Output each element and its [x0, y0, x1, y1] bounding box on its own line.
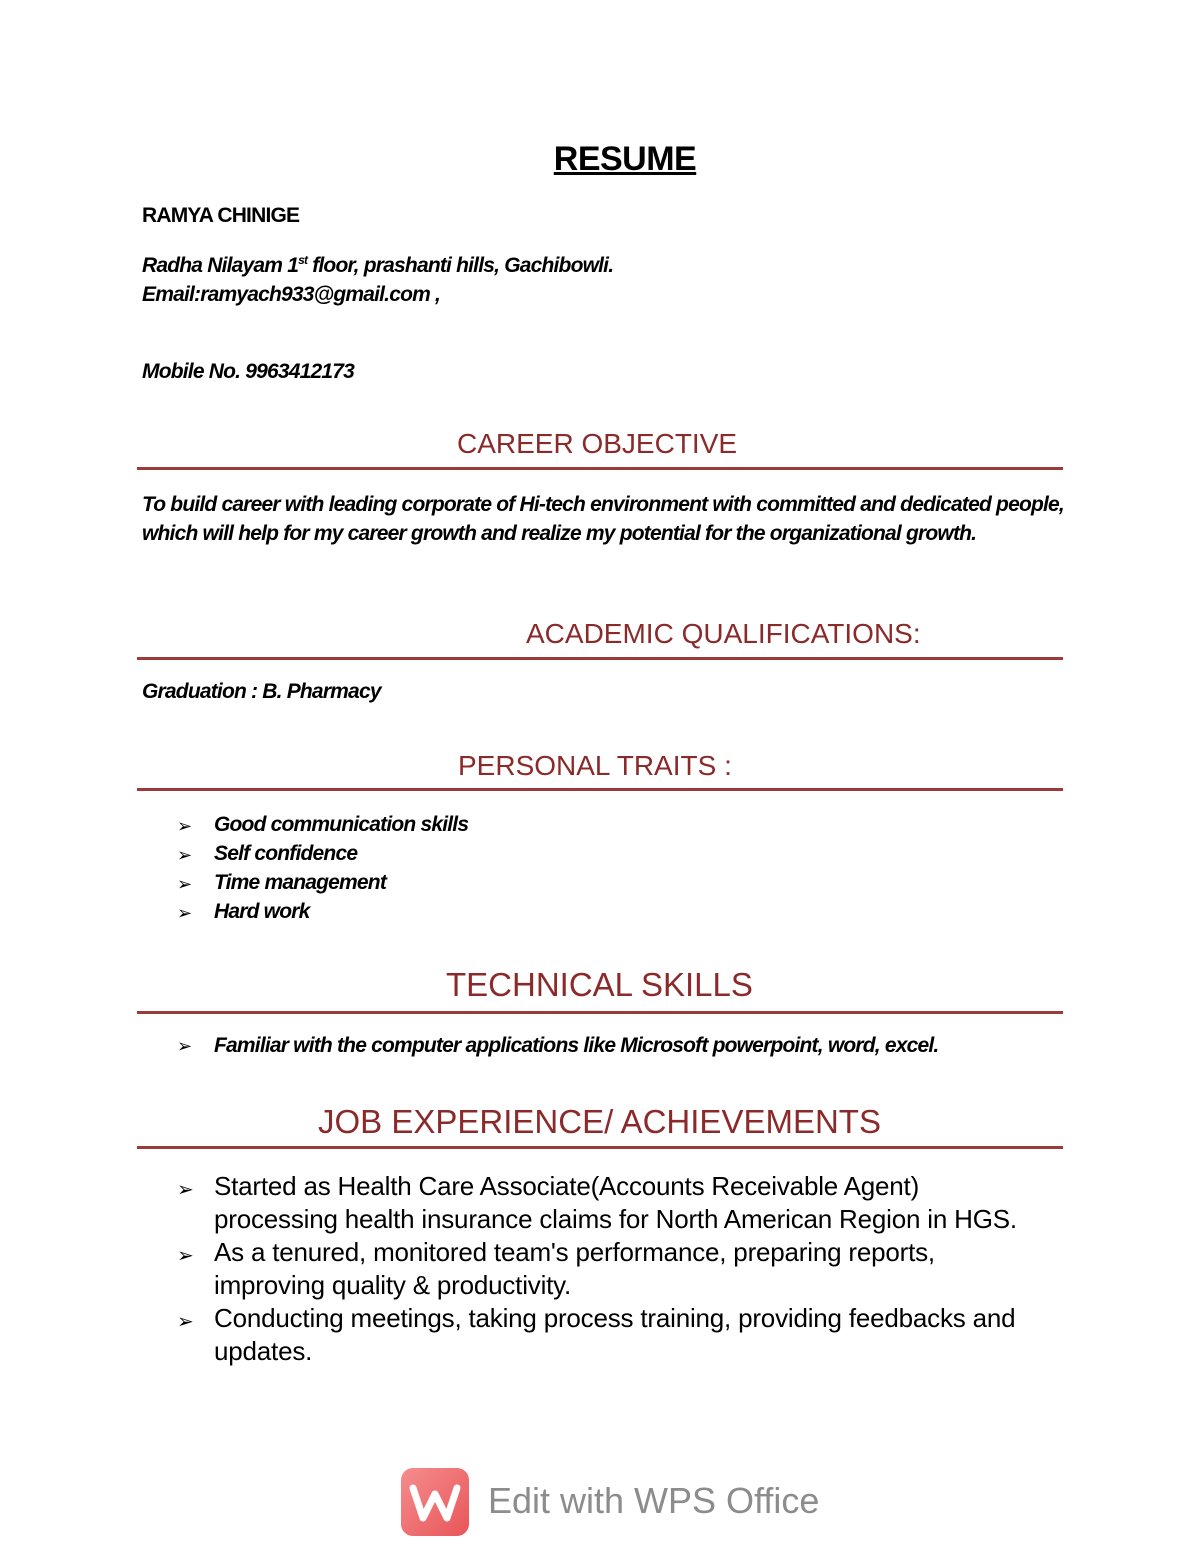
section-divider: [137, 1011, 1063, 1014]
candidate-name: RAMYA CHINIGE: [142, 204, 300, 227]
section-heading-career-objective: CAREER OBJECTIVE: [457, 428, 738, 459]
list-item: [142, 1302, 1044, 1368]
traits-list: [142, 810, 468, 926]
arrow-bullet-icon: ➢: [177, 1311, 194, 1333]
list-item: [142, 839, 468, 868]
address-text-rest: floor, prashanti hills, Gachibowli.: [307, 254, 614, 277]
section-heading-traits: PERSONAL TRAITS :: [458, 750, 732, 781]
list-item: [142, 810, 468, 839]
address-text: Radha Nilayam 1: [142, 254, 299, 277]
career-objective-text: To build career with leading corporate of Hi-tech environment with committed and dedicated people, which will help for my career growth and realize my potential for the organizational growth.: [142, 493, 1064, 545]
job-list: [142, 1170, 1044, 1368]
wps-logo-icon[interactable]: [401, 1468, 469, 1536]
skill-text: Familiar with the computer applications like Microsoft powerpoint, word, excel.: [214, 1034, 939, 1057]
section-heading-job-experience: JOB EXPERIENCE/ ACHIEVEMENTS: [318, 1103, 881, 1140]
arrow-bullet-icon: ➢: [177, 1245, 194, 1267]
section-divider: [137, 1146, 1063, 1149]
address-superscript: st: [298, 253, 308, 267]
arrow-bullet-icon: ➢: [177, 874, 192, 894]
address-line: [142, 253, 613, 278]
list-item: [142, 1170, 1044, 1236]
section-heading-academic: ACADEMIC QUALIFICATIONS:: [526, 618, 921, 649]
mobile-line: Mobile No. 9963412173: [142, 360, 354, 383]
job-text: Started as Health Care Associate(Accounts Receivable Agent) processing health insurance claims for North American Region in HGS.: [214, 1171, 1017, 1234]
arrow-bullet-icon: ➢: [177, 1179, 194, 1201]
trait-text: Self confidence: [214, 842, 358, 865]
graduation-text: Graduation : B. Pharmacy: [142, 680, 381, 703]
list-item: [142, 1236, 1044, 1302]
edit-with-wps-link[interactable]: Edit with WPS Office: [488, 1480, 820, 1521]
section-divider: [137, 467, 1063, 470]
job-text: Conducting meetings, taking process training, providing feedbacks and updates.: [214, 1303, 1016, 1366]
arrow-bullet-icon: ➢: [177, 903, 192, 923]
arrow-bullet-icon: ➢: [177, 1036, 192, 1056]
section-divider: [137, 657, 1063, 660]
skills-list: [142, 1034, 938, 1058]
arrow-bullet-icon: ➢: [177, 816, 192, 836]
job-text: As a tenured, monitored team's performance, preparing reports, improving quality & productivity.: [214, 1237, 935, 1300]
arrow-bullet-icon: ➢: [177, 845, 192, 865]
section-heading-technical: TECHNICAL SKILLS: [446, 966, 753, 1003]
trait-text: Good communication skills: [214, 813, 469, 836]
wps-w-glyph-icon: [401, 1468, 469, 1536]
list-item: [142, 868, 468, 897]
trait-text: Hard work: [214, 900, 310, 923]
resume-title: RESUME: [553, 140, 697, 178]
list-item: [142, 1034, 938, 1058]
list-item: [142, 897, 468, 926]
section-divider: [137, 788, 1063, 791]
trait-text: Time management: [214, 871, 387, 894]
email-line: Email:ramyach933@gmail.com ,: [142, 283, 441, 306]
